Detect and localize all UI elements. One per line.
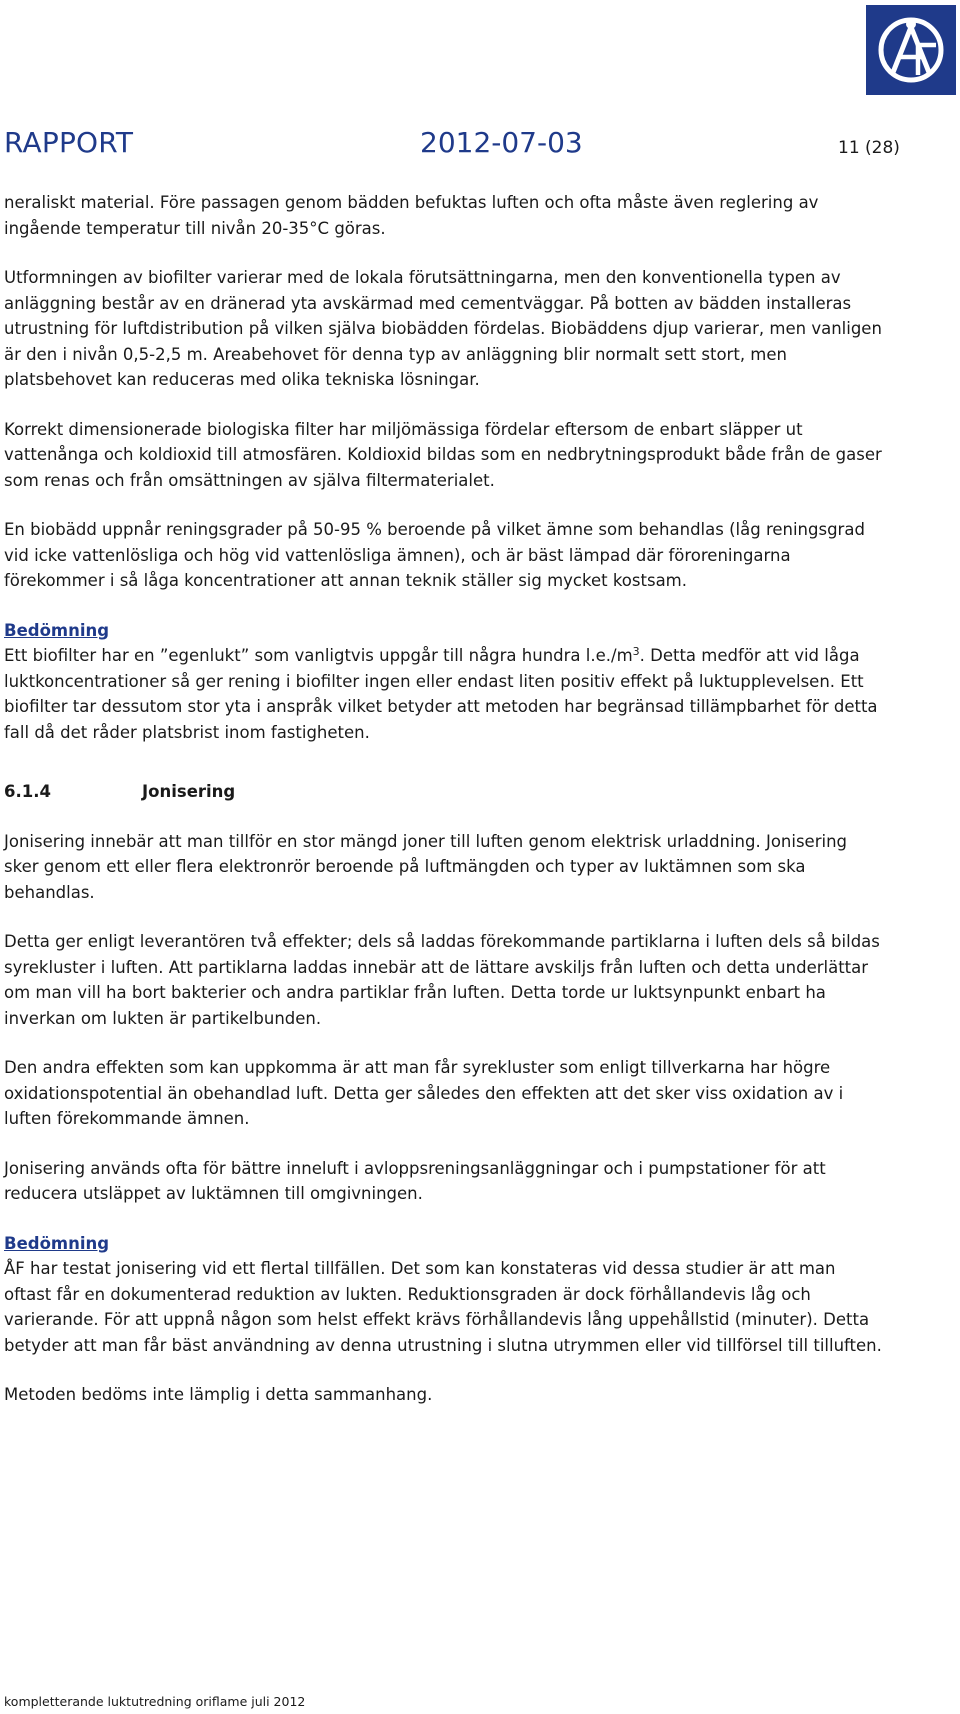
paragraph: Jonisering innebär att man tillför en stor mängd joner till luften genom elektrisk urladdning. Jonisering sker genom ett eller flera elektronrör beroende på luftmängden och typer av luktämnen som ska behandlas. (4, 831, 848, 902)
paragraph (4, 643, 884, 745)
page-header (0, 126, 960, 166)
af-logo-icon (866, 5, 956, 95)
superscript: 3 (632, 645, 640, 658)
paragraph: Korrekt dimensionerade biologiska filter har miljömässiga fördelar eftersom de enbart släpper ut vattenånga och koldioxid till atmosfären. Koldioxid bildas som en nedbrytningsprodukt både från de gaser som renas och från omsättningen av själva filtermaterialet. (4, 419, 882, 490)
paragraph: Detta ger enligt leverantören två effekter; dels så laddas förekommande partiklarna i luften dels så bildas syrekluster i luften. Att partiklarna laddas innebär att de lättare avskiljs från luften och detta underlättar om man vill ha bort bakterier och andra partiklar från luften. Detta torde ur luktsynpunkt enbart ha inverkan om lukten är partikelbunden. (4, 932, 880, 1028)
paragraph: Utformningen av biofilter varierar med de lokala förutsättningarna, men den konventionella typen av anläggning består av en dränerad yta avskärmad med cementväggar. På botten av bädden installeras utrustning för luftdistribution på vilken själva biobädden fördelas. Biobäddens djup varierar, men vanligen är den i nivån 0,5-2,5 m. Areabehovet för denna typ av anläggning blir normalt sett stort, men platsbehovet kan reduceras med olika tekniska lösningar. (4, 268, 882, 389)
paragraph: Den andra effekten som kan uppkomma är att man får syrekluster som enligt tillverkarna har högre oxidationspotential än obehandlad luft. Detta ger således den effekten att det sker viss oxidation av i luften förekommande ämnen. (4, 1058, 844, 1128)
paragraph: neraliskt material. Före passagen genom bädden befuktas luften och ofta måste även reglering av ingående temperatur till nivån 20-35°C göras. (4, 193, 819, 238)
paragraph: ÅF har testat jonisering vid ett flertal tillfällen. Det som kan konstateras vid dessa studier är att man oftast får en dokumenterad reduktion av lukten. Reduktionsgraden är dock förhållandevis låg och varierande. För att uppnå någon som helst effekt krävs förhållandevis lång uppehållstid (minuter). Detta betyder att man får bäst användning av denna utrustning i slutna utrymmen eller vid tillförsel till tilluften. (4, 1259, 882, 1355)
paragraph: Metoden bedöms inte lämplig i detta sammanhang. (4, 1385, 433, 1404)
document-date: 2012-07-03 (420, 126, 583, 159)
page-number: 11 (28) (838, 138, 900, 158)
section-number: 6.1.4 (4, 782, 51, 801)
section-heading (4, 779, 884, 805)
subheading-assessment: Bedömning (4, 1233, 110, 1253)
paragraph: Jonisering används ofta för bättre inneluft i avloppsreningsanläggningar och i pumpstationer för att reducera utsläppet av luktämnen till omgivningen. (4, 1158, 826, 1203)
paragraph: En biobädd uppnår reningsgrader på 50-95 % beroende på vilket ämne som behandlas (låg reningsgrad vid icke vattenlösliga och hög vid vattenlösliga ämnen), och är bäst lämpad där föroreningarna förekommer i så låga koncentrationer att annan teknik ställer sig mycket kostsam. (4, 520, 865, 590)
paragraph-text: Ett biofilter har en ”egenlukt” som vanligtvis uppgår till några hundra l.e./m (4, 646, 633, 665)
section-title: Jonisering (142, 782, 236, 801)
document-type: RAPPORT (4, 126, 134, 159)
document-body (4, 190, 884, 1408)
page-footer: kompletterande luktutredning oriflame juli 2012 (4, 1694, 306, 1709)
subheading-assessment: Bedömning (4, 620, 110, 640)
paragraph-text: . Detta medför att vid låga luktkoncentrationer så ger rening i biofilter ingen eller endast liten positiv effekt på luktupplevelsen. Ett biofilter tar dessutom stor yta i anspråk vilket betyder att metoden har begränsad tillämpbarhet för detta fall då det råder platsbrist inom fastigheten. (4, 646, 878, 742)
